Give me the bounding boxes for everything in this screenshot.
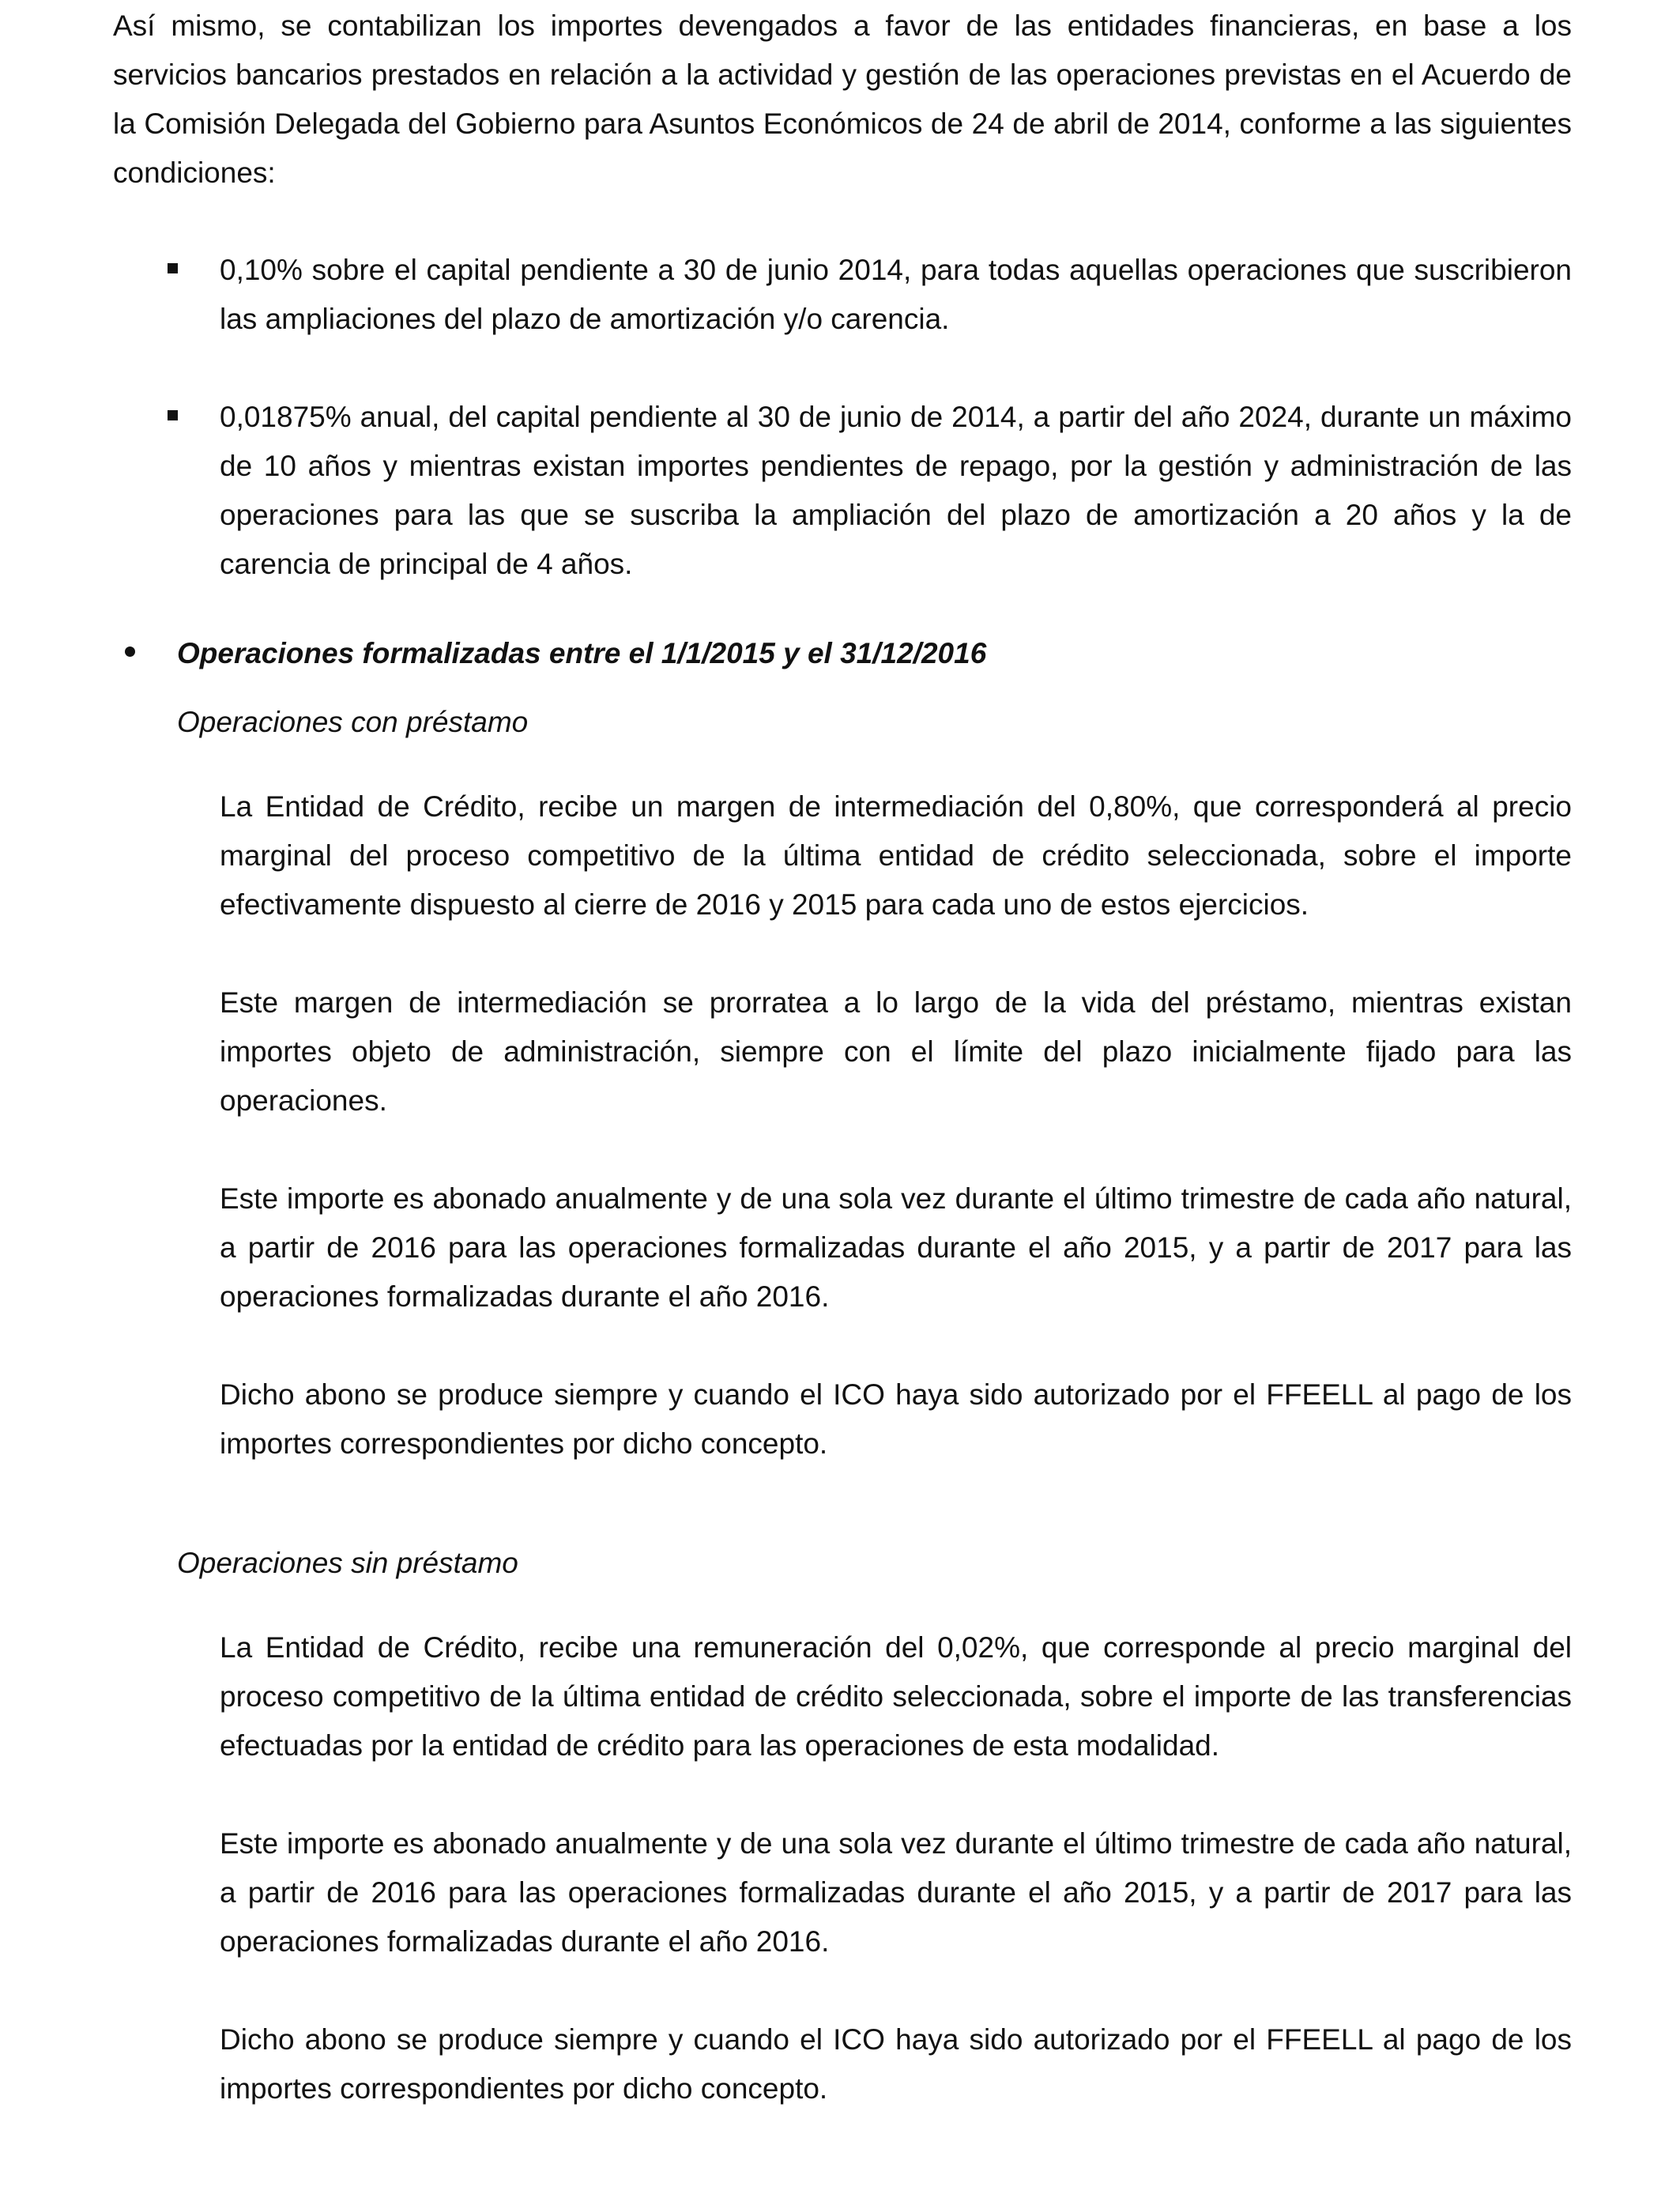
round-bullet-icon [125, 647, 135, 657]
body-paragraph: La Entidad de Crédito, recibe un margen de intermediación del 0,80%, que corresponderá al precio marginal del proceso competitivo de la última entidad de crédito seleccionada, sobre el importe efectivamente dispuesto al cierre de 2016 y 2015 para cada uno de estos ejercicios. [220, 790, 1572, 921]
condition-item: 0,10% sobre el capital pendiente a 30 de junio 2014, para todas aquellas operaciones que suscribieron las ampliaciones del plazo de amortización y/o carencia. [220, 254, 1572, 335]
body-paragraph: La Entidad de Crédito, recibe una remuneración del 0,02%, que corresponde al precio marginal del proceso competitivo de la última entidad de crédito seleccionada, sobre el importe de las transferencias efectuadas por la entidad de crédito para las operaciones de esta modalidad. [220, 1631, 1572, 1762]
body-paragraph: Este margen de intermediación se prorratea a lo largo de la vida del préstamo, mientras existan importes objeto de administración, siempre con el límite del plazo inicialmente fijado para las operaciones. [220, 986, 1572, 1117]
body-paragraph: Dicho abono se produce siempre y cuando el ICO haya sido autorizado por el FFEELL al pago de los importes correspondientes por dicho concepto. [220, 1378, 1572, 1460]
body-paragraph: Este importe es abonado anualmente y de una sola vez durante el último trimestre de cada año natural, a partir de 2016 para las operaciones formalizadas durante el año 2015, y a partir de 2017 para las operaciones formalizadas durante el año 2016. [220, 1827, 1572, 1958]
square-bullet-icon [168, 263, 178, 273]
subheading-sin-prestamo: Operaciones sin préstamo [177, 1547, 518, 1579]
subheading-con-prestamo: Operaciones con préstamo [177, 706, 529, 738]
body-paragraph: Dicho abono se produce siempre y cuando el ICO haya sido autorizado por el FFEELL al pago de los importes correspondientes por dicho concepto. [220, 2023, 1572, 2105]
intro-paragraph: Así mismo, se contabilizan los importes devengados a favor de las entidades financieras, en base a los servicios bancarios prestados en relación a la actividad y gestión de las operaciones previstas en el Acuerdo de la Comisión Delegada del Gobierno para Asuntos Económicos de 24 de abril de 2014, conforme a las siguientes condiciones: [113, 9, 1572, 189]
square-bullet-icon [168, 410, 178, 420]
condition-item: 0,01875% anual, del capital pendiente al 30 de junio de 2014, a partir del año 2024, durante un máximo de 10 años y mientras existan importes pendientes de repago, por la gestión y administración de las operaciones para las que se suscriba la ampliación del plazo de amortización a 20 años y la de carencia de principal de 4 años. [220, 401, 1572, 580]
body-paragraph: Este importe es abonado anualmente y de una sola vez durante el último trimestre de cada año natural, a partir de 2016 para las operaciones formalizadas durante el año 2015, y a partir de 2017 para las operaciones formalizadas durante el año 2016. [220, 1182, 1572, 1313]
section-heading: Operaciones formalizadas entre el 1/1/2015 y el 31/12/2016 [177, 637, 987, 669]
